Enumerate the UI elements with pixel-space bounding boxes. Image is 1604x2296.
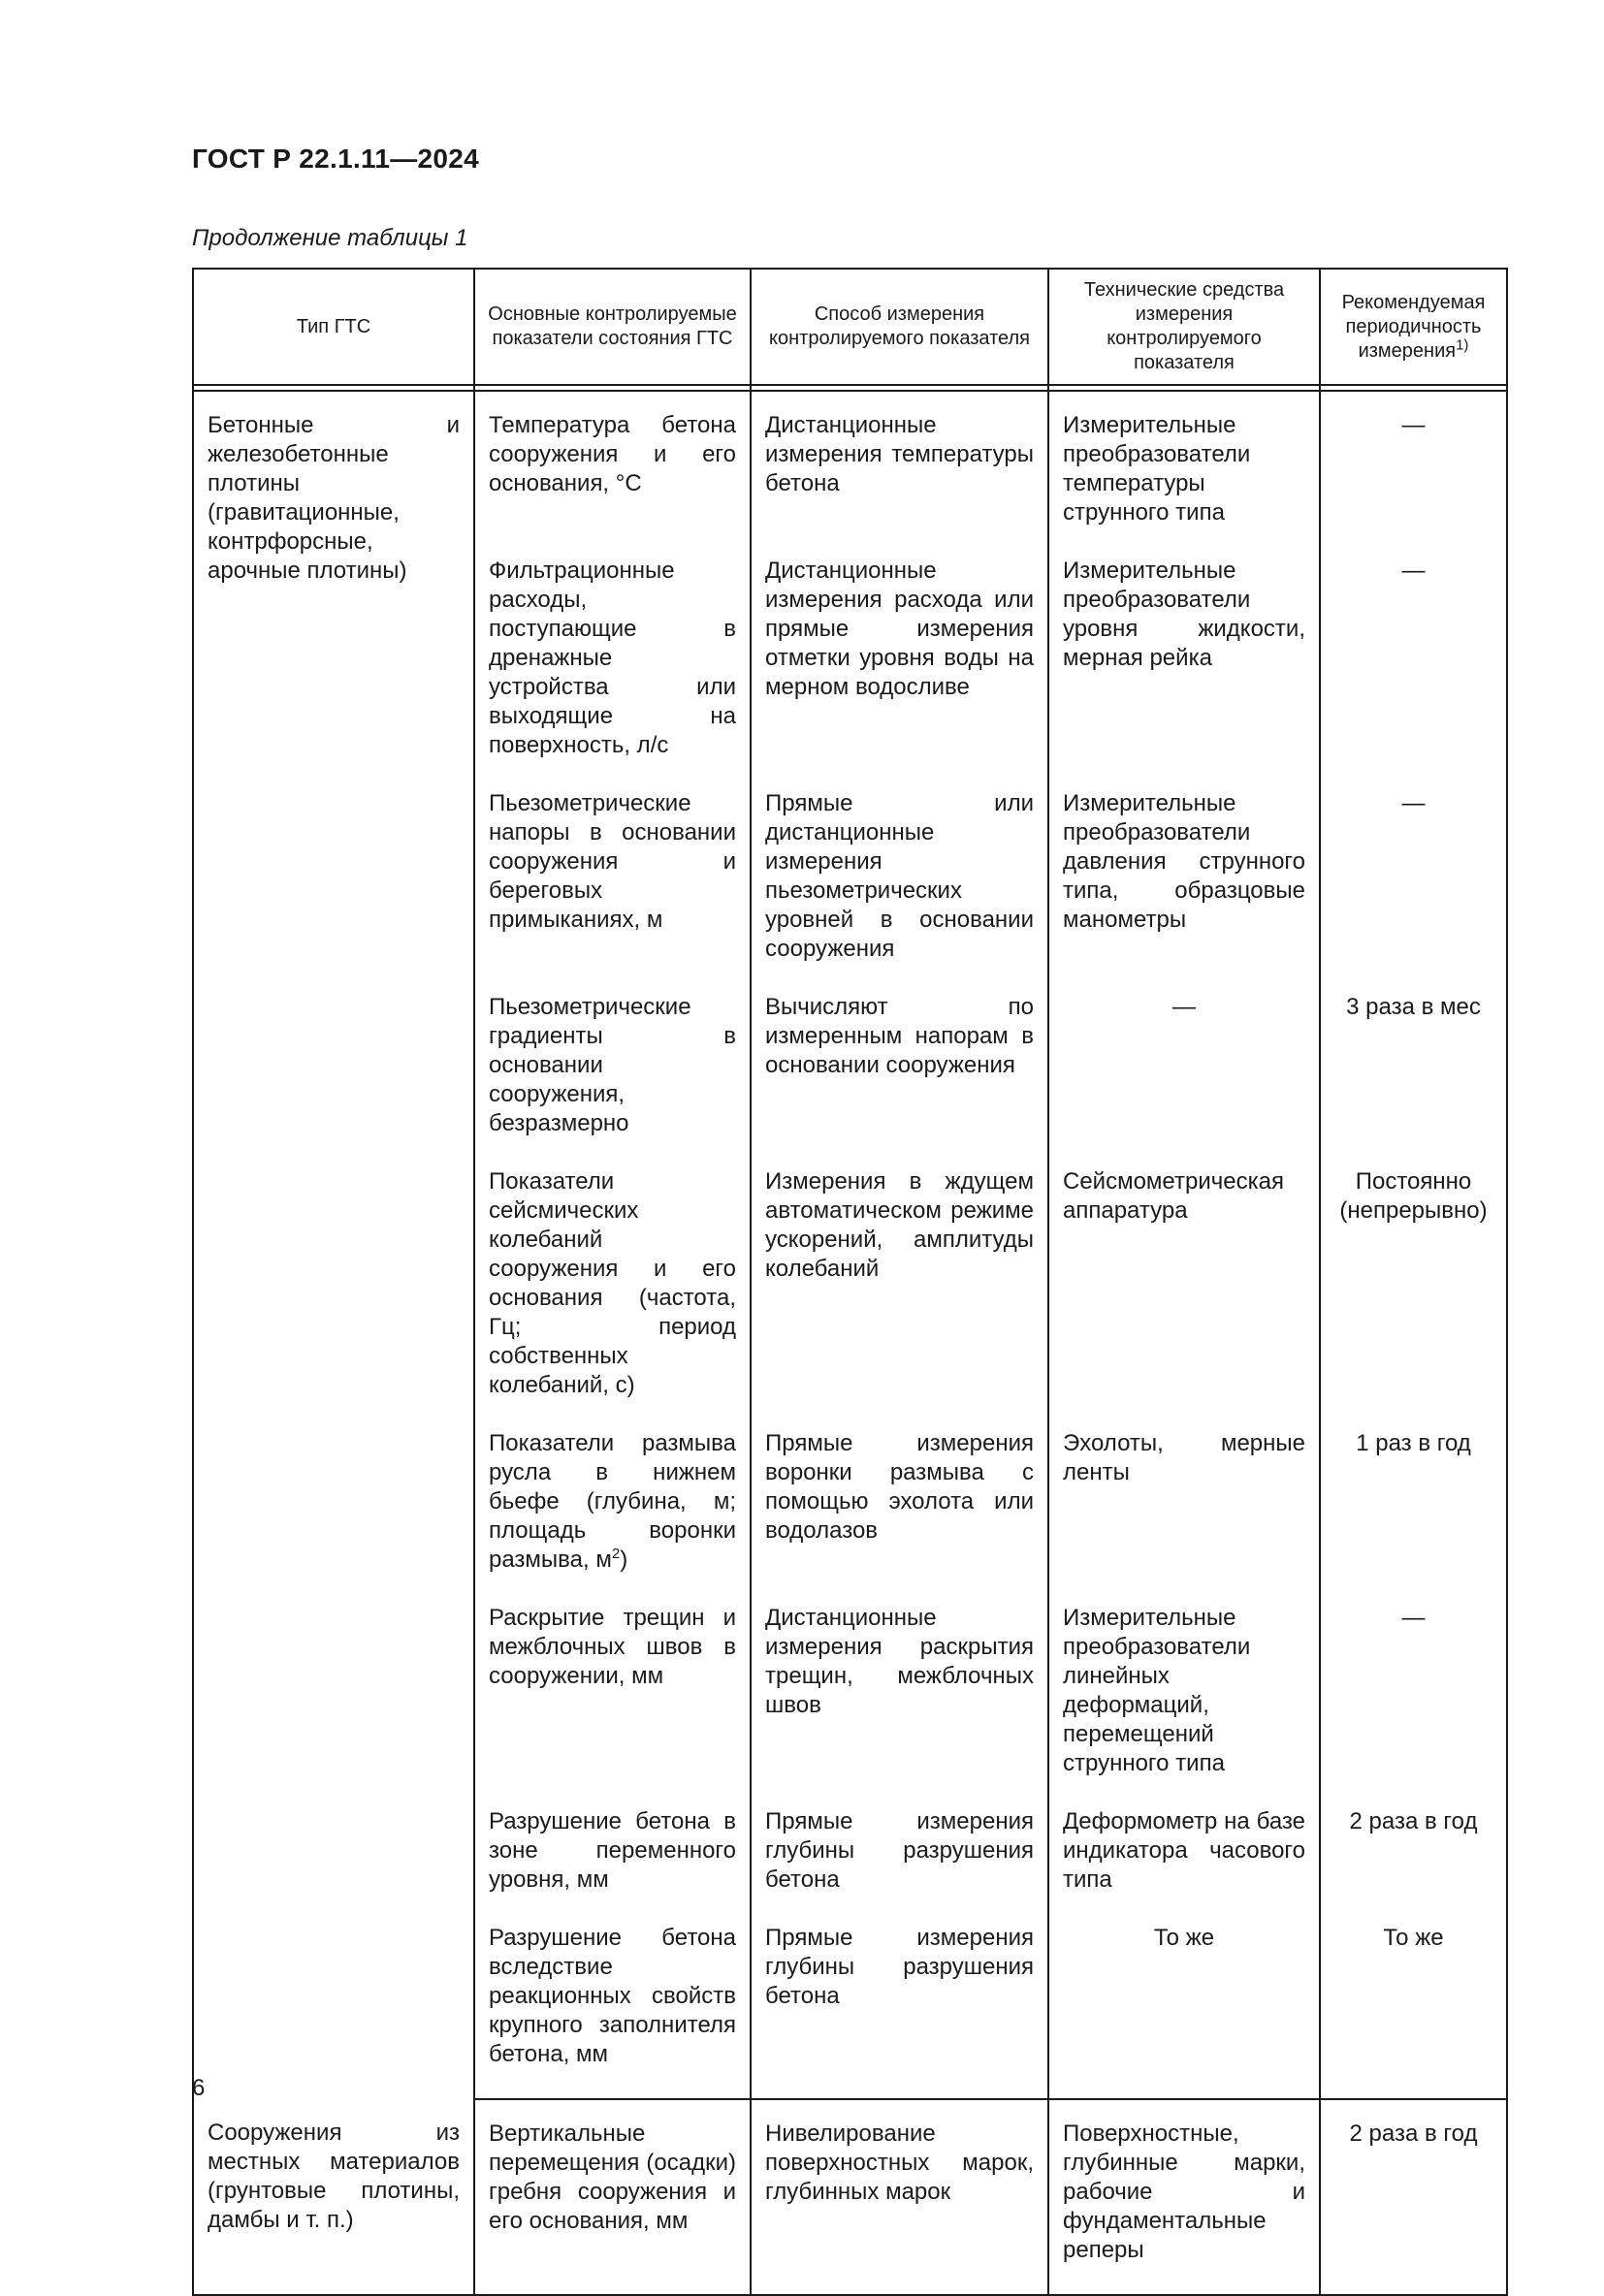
- cell-method: Дистанционные измерения расхода или прямые измерения отметки уровня воды на мерном водосливе: [751, 557, 1048, 789]
- cell-means: Измерительные преобразователи температуры струнного типа: [1048, 391, 1320, 557]
- cell-indicator-text: Фильтрационные расходы, поступающие в дренажные устройства или выходящие на поверхность, л/с: [489, 558, 736, 758]
- cell-indicator-text: Разрушение бетона в зоне переменного уровня, мм: [489, 1808, 736, 1893]
- table: [192, 268, 1508, 2296]
- cell-method: Дистанционные измерения температуры бетона: [751, 391, 1048, 557]
- table-row: [193, 391, 1507, 557]
- cell-indicator: [474, 1429, 751, 1604]
- table-row: [193, 2099, 1507, 2295]
- cell-indicator: [474, 2099, 751, 2295]
- cell-method: Прямые измерения глубины разрушения бетона: [751, 1807, 1048, 1924]
- cell-periodicity: 2 раза в год: [1320, 1807, 1507, 1924]
- cell-means: Измерительные преобразователи уровня жидкости, мерная рейка: [1048, 557, 1320, 789]
- header-periodicity-text: Рекомендуемая периодичность измерения: [1341, 291, 1486, 362]
- header-footnote-mark: 1): [1456, 335, 1469, 353]
- cell-indicator-text: Вертикальные перемещения (осадки) гребня сооружения и его основания, мм: [489, 2121, 736, 2234]
- cell-periodicity: —: [1320, 557, 1507, 789]
- cell-periodicity: 1 раз в год: [1320, 1429, 1507, 1604]
- cell-indicator: [474, 557, 751, 789]
- cell-indicator-tail: ): [620, 1547, 628, 1573]
- header-periodicity: [1320, 269, 1507, 385]
- cell-indicator-text: Показатели сейсмических колебаний сооружения и его основания (частота, Гц; период собственных колебаний, с): [489, 1168, 736, 1398]
- cell-periodicity: 3 раза в мес: [1320, 993, 1507, 1167]
- cell-indicator: [474, 1807, 751, 1924]
- cell-method: Вычисляют по измеренным напорам в основании сооружения: [751, 993, 1048, 1167]
- cell-indicator: [474, 391, 751, 557]
- cell-means: Деформометр на базе индикатора часового типа: [1048, 1807, 1320, 1924]
- cell-indicator: [474, 1604, 751, 1807]
- cell-indicator-superscript: 2: [611, 1546, 621, 1562]
- cell-indicator-text: Показатели размыва русла в нижнем бьефе (глубина, м; площадь воронки размыва, м: [489, 1430, 736, 1573]
- cell-periodicity: —: [1320, 789, 1507, 993]
- cell-indicator: [474, 1167, 751, 1429]
- cell-periodicity: —: [1320, 391, 1507, 557]
- cell-indicator-text: Пьезометрические градиенты в основании сооружения, безразмерно: [489, 994, 736, 1136]
- cell-periodicity: Постоянно (непрерывно): [1320, 1167, 1507, 1429]
- cell-indicator-text: Раскрытие трещин и межблочных швов в сооружении, мм: [489, 1605, 736, 1689]
- cell-gts-type: Сооружения из местных материалов (грунтовые плотины, дамбы и т. п.): [193, 2099, 474, 2295]
- cell-method: Дистанционные измерения раскрытия трещин, межблочных швов: [751, 1604, 1048, 1807]
- table-body: [193, 391, 1507, 2295]
- gts-monitoring-table: [192, 268, 1506, 2296]
- cell-means: Поверхностные, глубинные марки, рабочие и фундаментальные реперы: [1048, 2099, 1320, 2295]
- table-continuation-caption: Продолжение таблицы 1: [192, 225, 468, 251]
- page-number: 6: [192, 2075, 206, 2101]
- cell-method: Прямые измерения воронки размыва с помощью эхолота или водолазов: [751, 1429, 1048, 1604]
- cell-periodicity: 2 раза в год: [1320, 2099, 1507, 2295]
- cell-indicator-text: Разрушение бетона вследствие реакционных свойств крупного заполнителя бетона, мм: [489, 1925, 736, 2067]
- cell-method: Прямые измерения глубины разрушения бетона: [751, 1924, 1048, 2099]
- header-method: Способ измерения контролируемого показателя: [751, 269, 1048, 385]
- table-header: [193, 269, 1507, 391]
- cell-indicator: [474, 1924, 751, 2099]
- cell-indicator: [474, 789, 751, 993]
- cell-means: —: [1048, 993, 1320, 1167]
- cell-indicator-text: Пьезометрические напоры в основании сооружения и береговых примыканиях, м: [489, 790, 736, 933]
- cell-means: Эхолоты, мерные ленты: [1048, 1429, 1320, 1604]
- cell-method: Прямые или дистанционные измерения пьезометрических уровней в основании сооружения: [751, 789, 1048, 993]
- cell-indicator-text: Температура бетона сооружения и его основания, °С: [489, 412, 736, 496]
- cell-means: То же: [1048, 1924, 1320, 2099]
- cell-indicator: [474, 993, 751, 1167]
- cell-method: Нивелирование поверхностных марок, глубинных марок: [751, 2099, 1048, 2295]
- cell-gts-type: Бетонные и железобетонные плотины (гравитационные, контрфорсные, арочные плотины): [193, 391, 474, 2099]
- header-indicators: Основные контролируемые показатели состояния ГТС: [474, 269, 751, 385]
- cell-method: Измерения в ждущем автоматическом режиме ускорений, амплитуды колебаний: [751, 1167, 1048, 1429]
- cell-means: Измерительные преобразователи линейных деформаций, перемещений струнного типа: [1048, 1604, 1320, 1807]
- header-means: Технические средства измерения контролируемого показателя: [1048, 269, 1320, 385]
- cell-periodicity: —: [1320, 1604, 1507, 1807]
- cell-means: Измерительные преобразователи давления струнного типа, образцовые манометры: [1048, 789, 1320, 993]
- document-title: ГОСТ Р 22.1.11—2024: [192, 144, 480, 174]
- cell-periodicity: То же: [1320, 1924, 1507, 2099]
- cell-means: Сейсмометрическая аппаратура: [1048, 1167, 1320, 1429]
- header-gts-type: Тип ГТС: [193, 269, 474, 385]
